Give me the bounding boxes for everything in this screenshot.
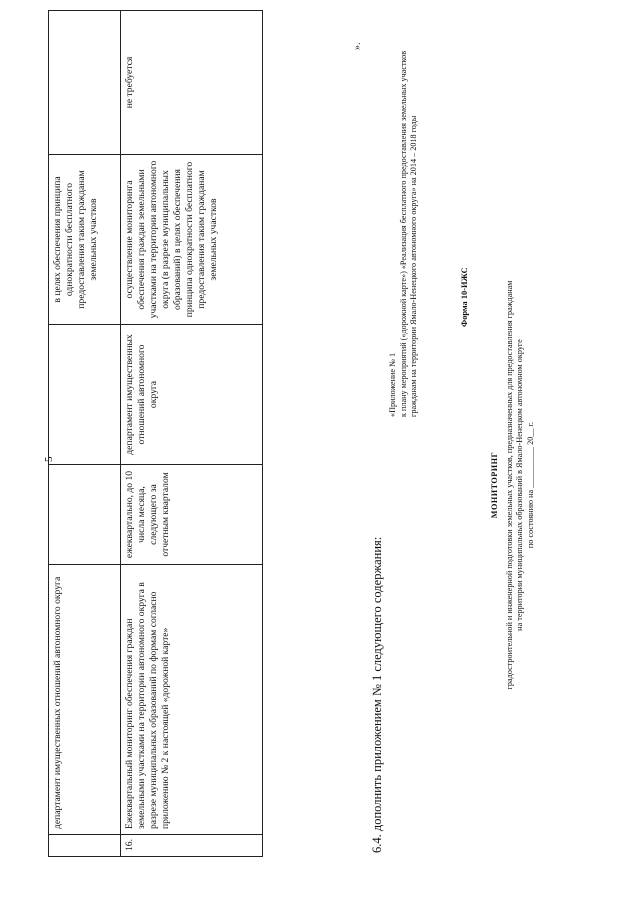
page-number: 5 [43, 456, 55, 462]
monitoring-heading [490, 215, 536, 755]
monitoring-subtitle-2: на территории муниципальных образований в Ямало-Ненецком автономном округе [515, 339, 524, 631]
table-cell-responsible: департамент имущественных отношений автономного округа [121, 325, 263, 465]
table-cell-deadline: ежеквартально, до 10 числа месяца, следующего за отчетным кварталом [121, 465, 263, 565]
roadmap-table [48, 10, 263, 857]
table-cell-empty [49, 325, 121, 465]
amendment-text: 6.4. дополнить приложением № 1 следующего содержания: [370, 536, 384, 853]
table-cell-empty [49, 835, 121, 857]
table-cell-empty [49, 11, 121, 155]
table-cell-result: в целях обеспечения принципа однократности бесплатного предоставления таким гражданам земельных участков [49, 155, 121, 325]
table-cell-note: не требуется [121, 11, 263, 155]
table-cell-number: 16. [121, 835, 263, 857]
table-cell-action: департамент имущественных отношений автономного округа [49, 565, 121, 835]
closing-quote: ». [352, 42, 363, 50]
table-row [49, 11, 121, 857]
form-label: Форма 10-ИЖС [460, 267, 469, 327]
monitoring-subtitle-1: градостроительной и инженерной подготовки земельных участков, предназначенных для предоставления гражданам [504, 280, 514, 690]
monitoring-title: МОНИТОРИНГ [490, 451, 499, 519]
table-cell-empty [49, 465, 121, 565]
table-cell-action: Ежеквартальный мониторинг обеспечения граждан земельными участками на территории автономного округа в разрезе муниципальных образований по формам согласно приложению № 2 к настоящей «дорожной карте» [121, 565, 263, 835]
appendix-description: к плану мероприятий («дорожной карте») «Реализация бесплатного предоставления земельных участков гражданам на территории Ямало-Ненецкого автономного округа» на 2014 – 2018 годы [398, 50, 418, 417]
monitoring-date-line: по состоянию на __________ 20__ г. [525, 421, 535, 549]
appendix-header [388, 17, 420, 417]
table-cell-result: осуществление мониторинга обеспечения граждан земельными участками на территории автономного округа (в разрезе муниципальных образований) в целях обеспечения принципа однократности бесплатного предоставления таким гражданам земельных участков [121, 155, 263, 325]
table-row [121, 11, 263, 857]
appendix-title: «Приложение № 1 [388, 352, 397, 417]
